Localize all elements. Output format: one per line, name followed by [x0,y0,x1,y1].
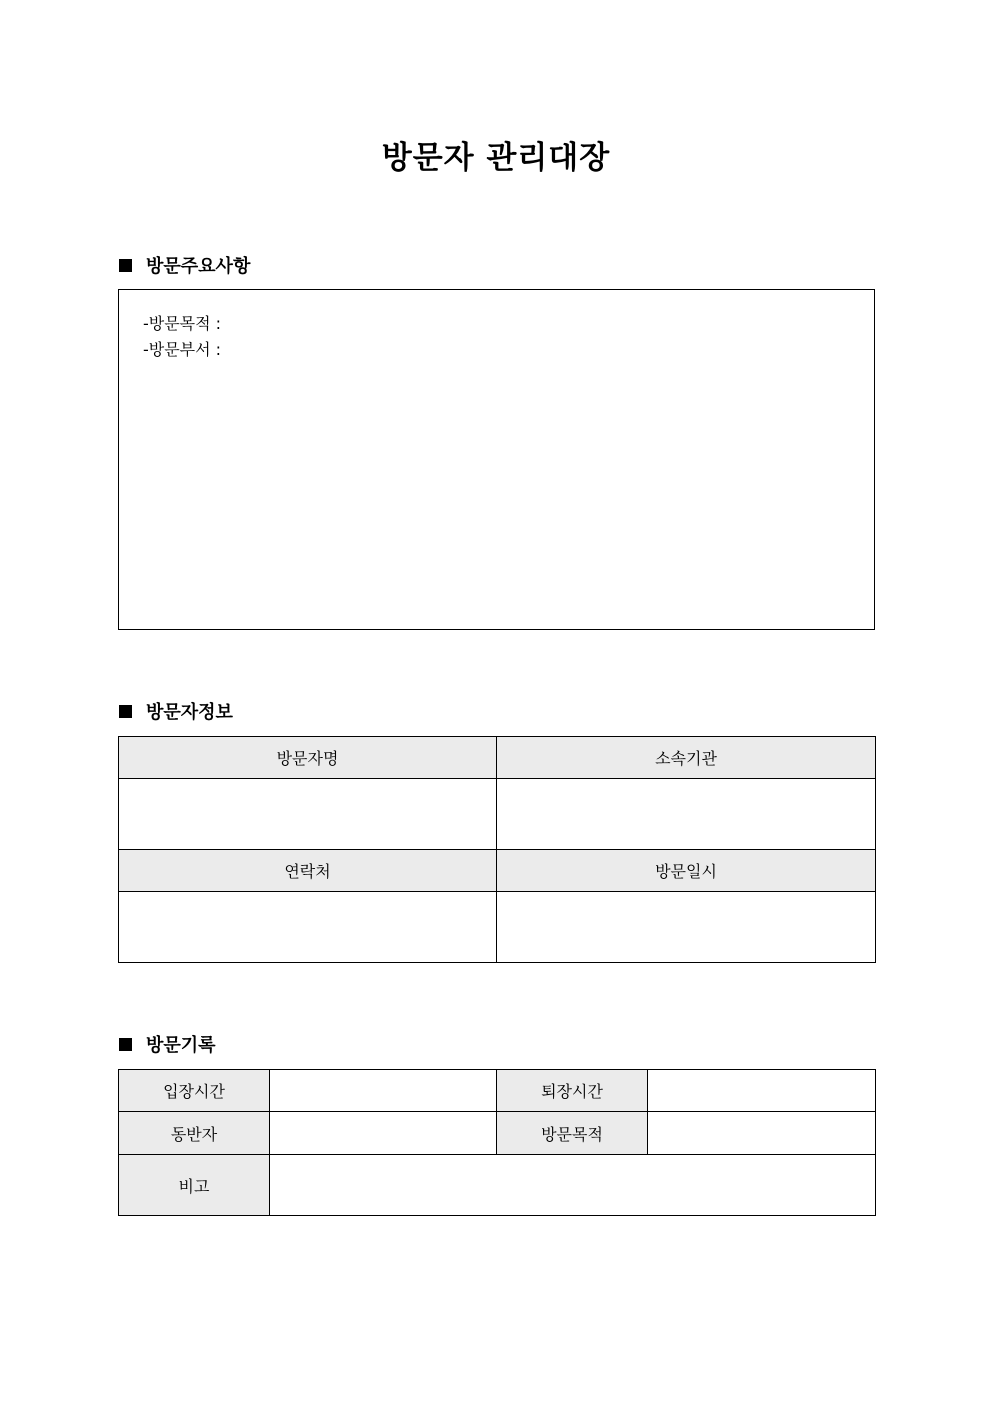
visit-purpose-cell[interactable] [648,1112,876,1155]
affiliation-header: 소속기관 [497,737,876,779]
visit-datetime-cell[interactable] [497,892,876,963]
exit-time-label: 퇴장시간 [497,1070,648,1112]
companion-cell[interactable] [270,1112,497,1155]
section-heading-label: 방문기록 [146,1035,216,1056]
visit-datetime-header: 방문일시 [497,850,876,892]
visit-purpose-line: -방문목적 : [143,314,222,333]
square-bullet-icon [119,1038,132,1051]
section-heading-label: 방문자정보 [146,702,233,723]
section-heading-visitor-info [119,698,233,724]
companion-label: 동반자 [119,1112,270,1155]
exit-time-cell[interactable] [648,1070,876,1112]
contact-cell[interactable] [119,892,497,963]
remarks-label: 비고 [119,1155,270,1216]
visitor-info-table [118,736,876,963]
visit-purpose-label: 방문목적 [497,1112,648,1155]
affiliation-cell[interactable] [497,779,876,850]
summary-box[interactable] [118,289,875,630]
page-title: 방문자 관리대장 [381,140,611,176]
contact-header: 연락처 [119,850,497,892]
section-heading-label: 방문주요사항 [146,256,251,277]
remarks-cell[interactable] [270,1155,876,1216]
square-bullet-icon [119,705,132,718]
entry-time-label: 입장시간 [119,1070,270,1112]
visitor-name-cell[interactable] [119,779,497,850]
visit-record-table [118,1069,876,1216]
section-heading-summary [119,252,250,278]
entry-time-cell[interactable] [270,1070,497,1112]
visitor-name-header: 방문자명 [119,737,497,779]
visit-department-line: -방문부서 : [143,340,222,359]
section-heading-visit-record [119,1031,216,1057]
square-bullet-icon [119,259,132,272]
